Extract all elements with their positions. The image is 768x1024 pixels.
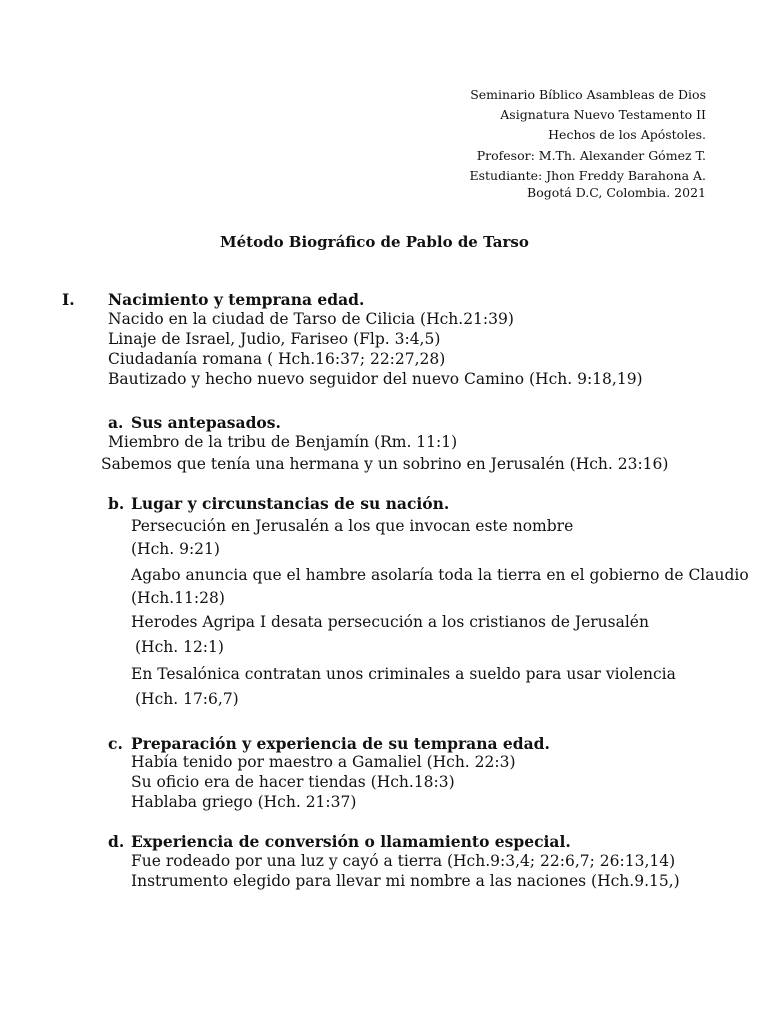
subsection-letter: a. [108, 413, 124, 432]
subsection-item: Sabemos que tenía una hermana y un sobrino en Jerusalén (Hch. 23:16) [101, 455, 669, 473]
header-subject: Hechos de los Apóstoles. [548, 127, 706, 142]
subsection-letter: b. [108, 494, 125, 513]
subsection-letter: c. [108, 734, 123, 753]
header-institution: Seminario Bíblico Asambleas de Dios [470, 87, 706, 102]
subsection-item: Persecución en Jerusalén a los que invocan este nombre [131, 517, 574, 535]
section-heading: Nacimiento y temprana edad. [108, 290, 365, 309]
subsection-item: (Hch. 17:6,7) [135, 690, 239, 708]
document-title: Método Biográfico de Pablo de Tarso [220, 233, 529, 251]
subsection-item: En Tesalónica contratan unos criminales a sueldo para usar violencia [131, 665, 676, 683]
subsection-heading: Experiencia de conversión o llamamiento especial. [131, 832, 571, 851]
header-student: Estudiante: Jhon Freddy Barahona A. [469, 168, 706, 183]
section-item: Bautizado y hecho nuevo seguidor del nuevo Camino (Hch. 9:18,19) [108, 370, 643, 388]
subsection-item: (Hch. 12:1) [135, 638, 224, 656]
header-professor: Profesor: M.Th. Alexander Gómez T. [476, 148, 706, 163]
subsection-item: Herodes Agripa I desata persecución a los cristianos de Jerusalén [131, 613, 649, 631]
subsection-item: Había tenido por maestro a Gamaliel (Hch. 22:3) [131, 753, 516, 771]
subsection-item: Fue rodeado por una luz y cayó a tierra (Hch.9:3,4; 22:6,7; 26:13,14) [131, 852, 676, 870]
subsection-item: (Hch.11:28) [131, 589, 225, 607]
subsection-heading: Sus antepasados. [131, 413, 281, 432]
header-location-date: Bogotá D.C, Colombia. 2021 [527, 185, 706, 200]
section-item: Linaje de Israel, Judio, Fariseo (Flp. 3:4,5) [108, 330, 441, 348]
section-numeral: I. [62, 290, 75, 309]
subsection-item: Instrumento elegido para llevar mi nombre a las naciones (Hch.9.15,) [131, 872, 680, 890]
subsection-letter: d. [108, 832, 125, 851]
subsection-item: Hablaba griego (Hch. 21:37) [131, 793, 357, 811]
header-course: Asignatura Nuevo Testamento II [500, 107, 706, 122]
subsection-heading: Lugar y circunstancias de su nación. [131, 494, 450, 513]
subsection-heading: Preparación y experiencia de su temprana edad. [131, 734, 550, 753]
subsection-item: Miembro de la tribu de Benjamín (Rm. 11:1) [108, 433, 458, 451]
subsection-item: Su oficio era de hacer tiendas (Hch.18:3) [131, 773, 455, 791]
section-item: Nacido en la ciudad de Tarso de Cilicia (Hch.21:39) [108, 310, 514, 328]
subsection-item: Agabo anuncia que el hambre asolaría toda la tierra en el gobierno de Claudio [131, 566, 749, 584]
section-item: Ciudadanía romana ( Hch.16:37; 22:27,28) [108, 350, 446, 368]
subsection-item: (Hch. 9:21) [131, 540, 220, 558]
